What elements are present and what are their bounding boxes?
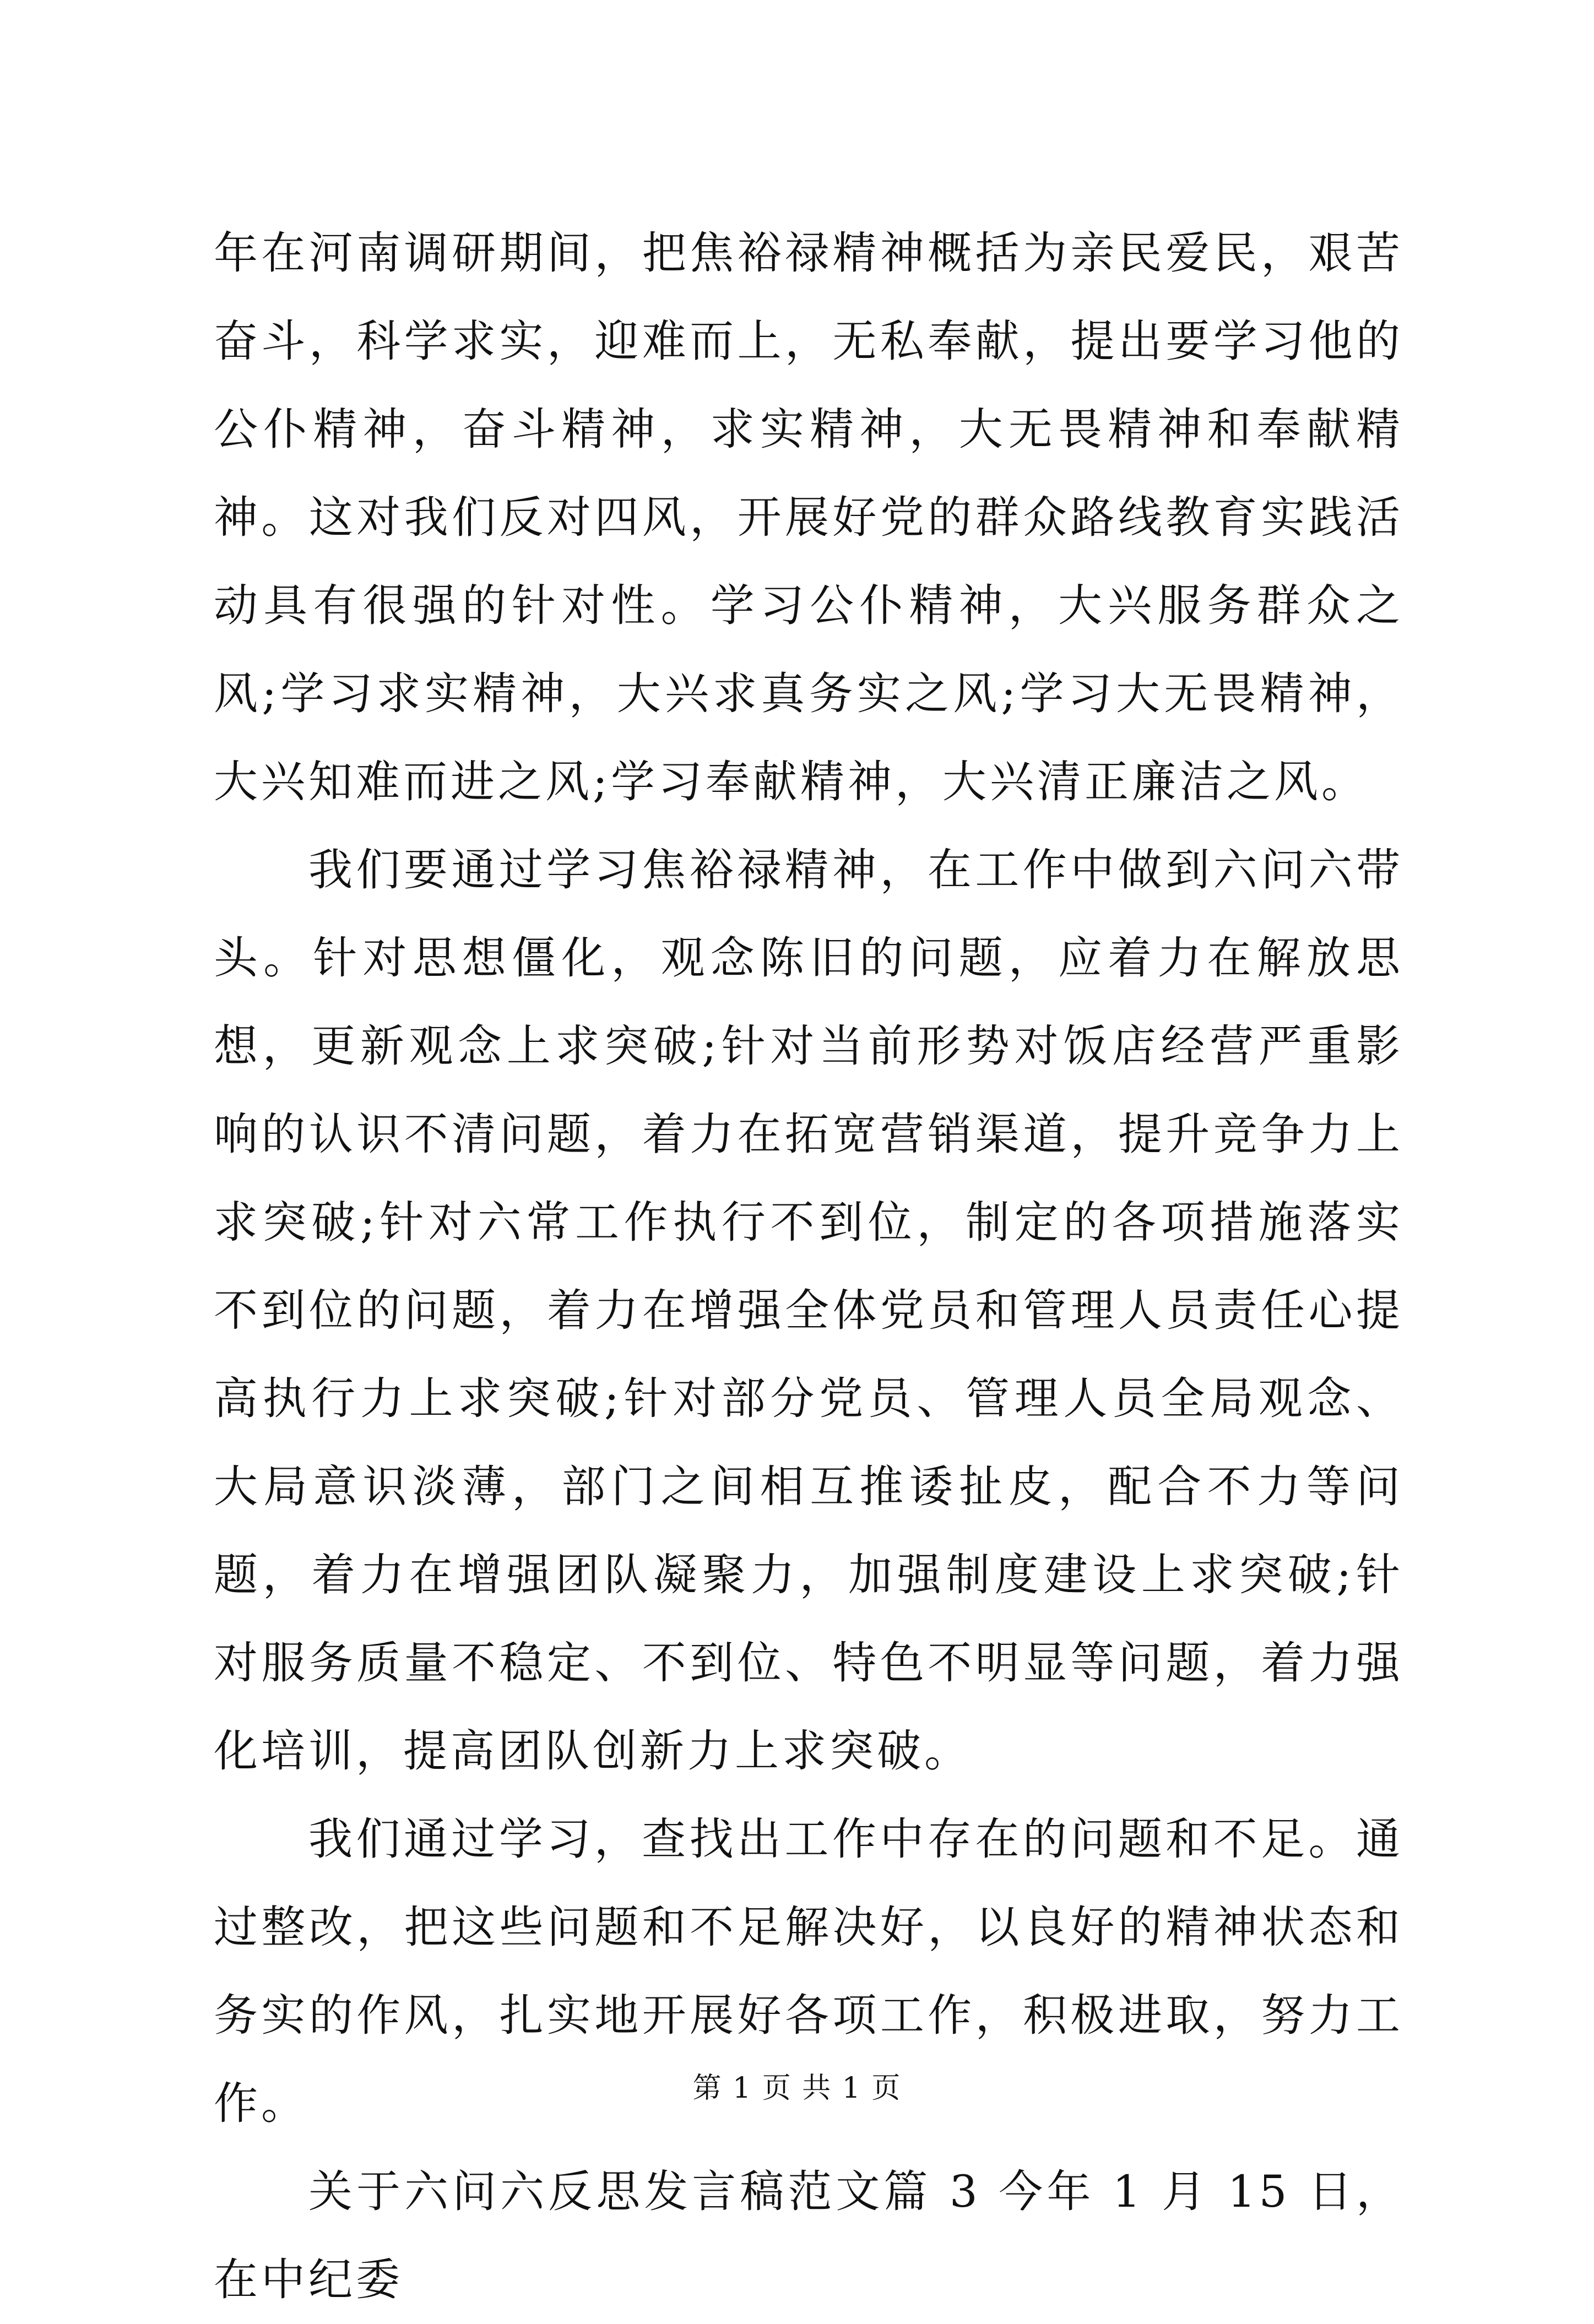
document-body	[214, 209, 1403, 2324]
paragraph-3: 我们通过学习，查找出工作中存在的问题和不足。通过整改，把这些问题和不足解决好，以良好的精神状态和务实的作风，扎实地开展好各项工作，积极进取，努力工作。	[214, 1813, 1403, 2129]
paragraph-2: 我们要通过学习焦裕禄精神，在工作中做到六问六带头。针对思想僵化，观念陈旧的问题，应着力在解放思想，更新观念上求突破;针对当前形势对饭店经营严重影响的认识不清问题，着力在拓宽营销渠道，提升竞争力上求突破;针对六常工作执行不到位，制定的各项措施落实不到位的问题，着力在增强全体党员和管理人员责任心提高执行力上求突破;针对部分党员、管理人员全局观念、大局意识淡薄，部门之间相互推诿扯皮，配合不力等问题，着力在增强团队凝聚力，加强制度建设上求突破;针对服务质量不稳定、不到位、特色不明显等问题，着力强化培训，提高团队创新力上求突破。	[214, 844, 1403, 1777]
paragraph-4: 关于六问六反思发言稿范文篇 3 今年 1 月 15 日，在中纪委	[214, 2166, 1403, 2305]
page-footer: 第 1 页 共 1 页	[692, 2072, 902, 2105]
paragraph-1: 年在河南调研期间，把焦裕禄精神概括为亲民爱民，艰苦奋斗，科学求实，迎难而上，无私奉献，提出要学习他的公仆精神，奋斗精神，求实精神，大无畏精神和奉献精神。这对我们反对四风，开展好党的群众路线教育实践活动具有很强的针对性。学习公仆精神，大兴服务群众之风;学习求实精神，大兴求真务实之风;学习大无畏精神，大兴知难而进之风;学习奉献精神，大兴清正廉洁之风。	[214, 227, 1403, 807]
